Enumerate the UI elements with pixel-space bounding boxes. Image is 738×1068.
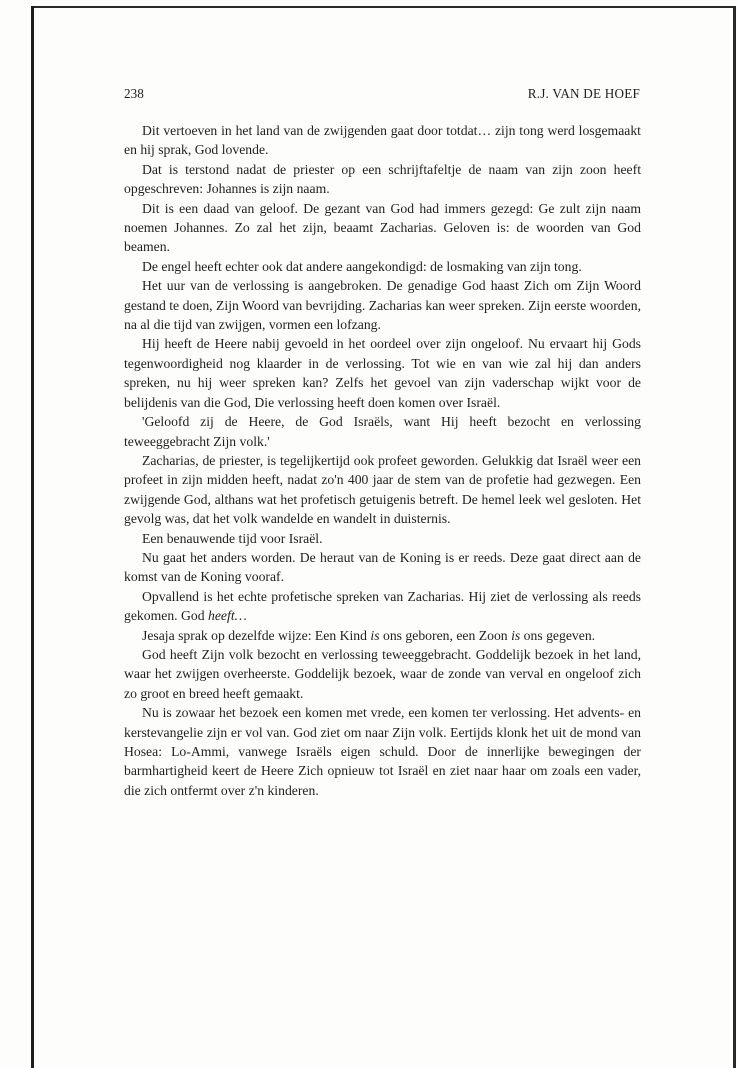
paragraph: God heeft Zijn volk bezocht en verlossing teweeggebracht. Goddelijk bezoek in het land, waar het zwijgen overheerste. Goddelijk bezoek, waar de zonde van verval en ongeloof zich zo groot en breed heeft gemaakt. bbox=[124, 646, 641, 701]
body-text bbox=[124, 121, 641, 800]
emphasis: is bbox=[370, 627, 380, 643]
running-author: R.J. VAN DE HOEF bbox=[527, 86, 640, 101]
paragraph-text: Jesaja sprak op dezelfde wijze: Een Kind bbox=[142, 627, 371, 643]
paragraph bbox=[124, 626, 641, 645]
running-head bbox=[124, 84, 640, 104]
paragraph-text: Opvallend is het echte profetische spreken van Zacharias. Hij ziet de verlossing als reeds gekomen. God bbox=[124, 588, 641, 624]
scan-edge-right bbox=[733, 6, 736, 1068]
paragraph bbox=[124, 587, 641, 626]
paragraph: Het uur van de verlossing is aangebroken. De genadige God haast Zich om Zijn Woord gestand te doen, Zijn Woord van bevrijding. Zacharias kan weer spreken. Zijn eerste woorden, na al die tijd van zwijgen, vormen een lofzang. bbox=[124, 278, 641, 333]
scan-edge-left bbox=[31, 6, 34, 1068]
scan-edge-top bbox=[32, 6, 734, 8]
paragraph-text: ons geboren, een Zoon bbox=[379, 627, 512, 643]
paragraph: Zacharias, de priester, is tegelijkertijd ook profeet geworden. Gelukkig dat Israël weer een profeet in zijn midden heeft, nadat zo'n 400 jaar de stem van de profetie had gezwegen. Een zwijgende God, althans wat het profetisch getuigenis betreft. De hemel leek wel gesloten. Het gevolg was, dat het volk wandelde en wandelt in duisternis. bbox=[124, 452, 641, 527]
paragraph: Dit vertoeven in het land van de zwijgenden gaat door totdat… zijn tong werd losgemaakt en hij sprak, God lovende. bbox=[124, 123, 641, 158]
emphasis: heeft… bbox=[208, 608, 247, 624]
emphasis: is bbox=[511, 627, 521, 643]
paragraph: 'Geloofd zij de Heere, de God Israëls, want Hij heeft bezocht en verlossing teweeggebracht Zijn volk.' bbox=[124, 414, 641, 449]
paragraph-text: ons gegeven. bbox=[520, 627, 596, 643]
paragraph: Dat is terstond nadat de priester op een schrijftafeltje de naam van zijn zoon heeft opgeschreven: Johannes is zijn naam. bbox=[124, 161, 641, 197]
paragraph: Nu is zowaar het bezoek een komen met vrede, een komen ter verlossing. Het advents- en kerstevangelie zijn er vol van. God ziet om naar Zijn volk. Eertijds klonk het uit de mond van Hosea: Lo-Ammi, vanwege Israëls eigen schuld. Door de innerlijke bewegingen der barmhartigheid keert de Heere Zich opnieuw tot Israël en ziet naar haar om zoals een vader, die zich ontfermt over z'n kinderen. bbox=[124, 705, 641, 798]
paragraph: Een benauwende tijd voor Israël. bbox=[142, 530, 323, 546]
paragraph: De engel heeft echter ook dat andere aangekondigd: de losmaking van zijn tong. bbox=[142, 258, 582, 274]
paragraph: Nu gaat het anders worden. De heraut van de Koning is er reeds. Deze gaat direct aan de komst van de Koning vooraf. bbox=[124, 549, 641, 585]
paragraph: Hij heeft de Heere nabij gevoeld in het oordeel over zijn ongeloof. Nu ervaart hij Gods tegenwoordigheid nog klaarder in de verlossing. Tot wie en van wie zal hij dan anders spreken, nu hij weer spreken kan? Zelfs het gevoel van zijn vaderschap wijkt voor de belijdenis van die God, Die verlossing heeft doen komen over Israël. bbox=[124, 336, 641, 410]
page-number: 238 bbox=[124, 86, 144, 101]
paragraph: Dit is een daad van geloof. De gezant van God had immers gezegd: Ge zult zijn naam noemen Johannes. Zo zal het zijn, beaamt Zacharias. Geloven is: de woorden van God beamen. bbox=[124, 200, 641, 255]
